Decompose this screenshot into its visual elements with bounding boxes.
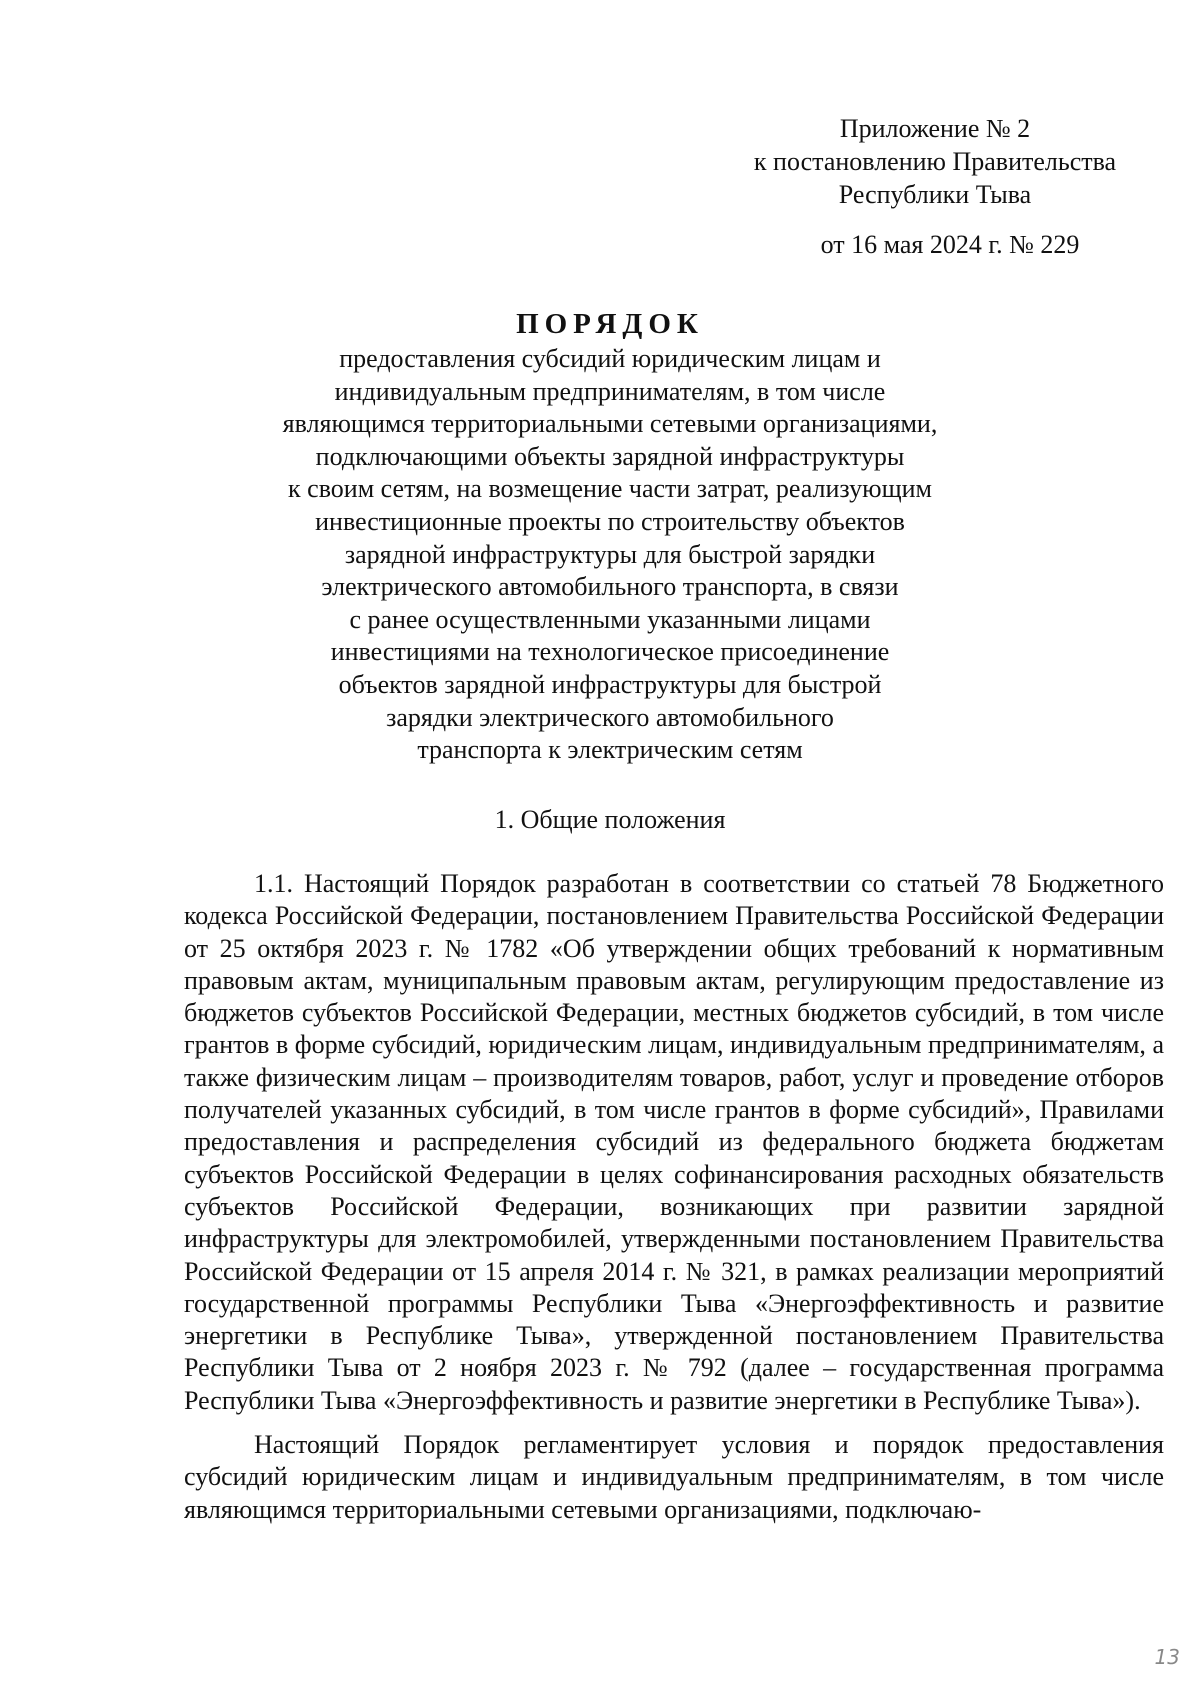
subtitle-line: инвестиционные проекты по строительству объектов (315, 506, 905, 536)
appendix-header (700, 112, 1170, 261)
appendix-line: Приложение № 2 (839, 114, 1031, 143)
subtitle-line: индивидуальным предпринимателям, в том числе (334, 376, 886, 406)
paragraph (184, 868, 1164, 1417)
subtitle-line: объектов зарядной инфраструктуры для быстрой (338, 669, 882, 699)
body-text (184, 868, 1164, 1538)
subtitle-line: являющимся территориальными сетевыми организациями, (282, 409, 938, 439)
subtitle-line: к своим сетям, на возмещение части затрат, реализующим (288, 474, 932, 504)
subtitle-line: транспорта к электрическим сетям (417, 735, 803, 765)
document-title: ПОРЯДОК (516, 308, 704, 340)
paragraph (184, 1429, 1164, 1526)
page-number: 13 (1154, 1645, 1180, 1669)
paragraph-text: Настоящий Порядок регламентирует условия и порядок предоставления субсидий юридическим лицам и индивидуальным предпринимателям, в том числе являющимся территориальными сетевыми организациями, подключаю- (184, 1430, 1164, 1524)
subtitle-line: зарядной инфраструктуры для быстрой зарядки (344, 539, 876, 569)
appendix-date: от 16 мая 2024 г. № 229 (820, 230, 1080, 259)
subtitle-line: с ранее осуществленными указанными лицами (349, 604, 871, 634)
appendix-line: Республики Тыва (838, 180, 1032, 209)
appendix-line: к постановлению Правительства (753, 147, 1117, 176)
subtitle-line: инвестициями на технологическое присоединение (330, 637, 890, 667)
document-title-block (170, 305, 1050, 767)
subtitle-line: зарядки электрического автомобильного (386, 702, 834, 732)
subtitle-line: электрического автомобильного транспорта, в связи (321, 572, 899, 602)
subtitle-line: предоставления субсидий юридическим лицам и (339, 344, 881, 373)
document-subtitle (170, 343, 1050, 767)
section-heading: 1. Общие положения (494, 805, 726, 834)
subtitle-line: подключающими объекты зарядной инфраструктуры (315, 441, 905, 471)
paragraph-text: 1.1. Настоящий Порядок разработан в соответствии со статьей 78 Бюджетного кодекса Российской Федерации, постановлением Правительства Российской Федерации от 25 октября 2023 г. № 1782 «Об утверждении общих требований к нормативным правовым актам, муниципальным правовым актам, регулирующим предоставление из бюджетов субъектов Российской Федерации, местных бюджетов субсидий, в том числе грантов в форме субсидий, юридическим лицам, индивидуальным предпринимателям, а также физическим лицам – производителям товаров, работ, услуг и проведение отборов получателей указанных субсидий, в том числе грантов в форме субсидий», Правилами предоставления и распределения субсидий из федерального бюджета бюджетам субъектов Российской Федерации в целях софинансирования расходных обязательств субъектов Российской Федерации, возникающих при развитии зарядной инфраструктуры для электромобилей, утвержденными постановлением Правительства Российской Федерации от 15 апреля 2014 г. № 321, в рамках реализации мероприятий государственной программы Республики Тыва «Энергоэффективность и развитие энергетики в Республике Тыва», утвержденной постановлением Правительства Республики Тыва от 2 ноября 2023 г. № 792 (далее – государственная программа Республики Тыва «Энергоэффективность и развитие энергетики в Республике Тыва»). (184, 869, 1164, 1415)
